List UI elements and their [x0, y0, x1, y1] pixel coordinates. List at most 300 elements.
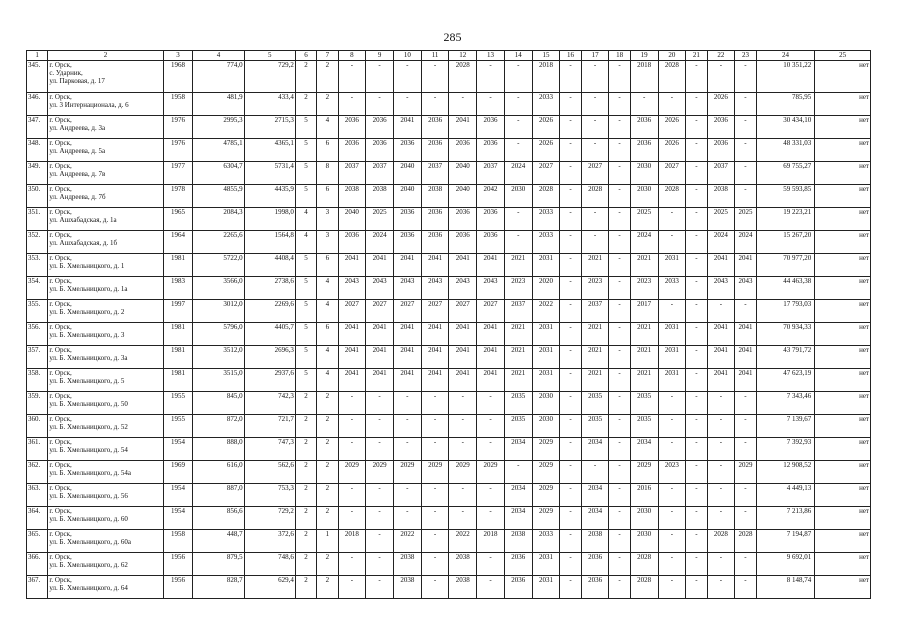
repair-year: -	[686, 323, 707, 346]
repair-year: 2041	[449, 116, 477, 139]
repair-year: -	[366, 61, 394, 93]
living-area: 433,4	[244, 93, 295, 116]
entrances: 2	[317, 438, 338, 461]
repair-year: 2041	[393, 369, 421, 392]
address	[48, 139, 163, 162]
repair-year: 2038	[581, 530, 609, 553]
repair-year: 2029	[338, 461, 366, 484]
repair-year: -	[477, 507, 505, 530]
entrances: 1	[317, 530, 338, 553]
repair-year: 2029	[477, 461, 505, 484]
floors: 2	[295, 438, 316, 461]
column-number: 5	[244, 51, 295, 61]
repair-year: -	[609, 208, 630, 231]
repair-year: 2018	[477, 530, 505, 553]
column-number: 13	[477, 51, 505, 61]
row-number: 358.	[27, 369, 48, 392]
row-number: 352.	[27, 231, 48, 254]
repair-year: 2041	[735, 323, 756, 346]
floors: 2	[295, 415, 316, 438]
total-area: 616,0	[193, 461, 244, 484]
address	[48, 277, 163, 300]
total-area: 6304,7	[193, 162, 244, 185]
address-line: г. Орск,	[49, 461, 72, 469]
repair-year: 2036	[421, 116, 449, 139]
repair-year: 2041	[707, 346, 735, 369]
repair-year: -	[504, 116, 532, 139]
repair-year: 2037	[707, 162, 735, 185]
repair-year: -	[504, 461, 532, 484]
build-year: 1964	[163, 231, 193, 254]
column-number: 14	[504, 51, 532, 61]
repair-year: -	[560, 392, 581, 415]
build-year: 1956	[163, 576, 193, 599]
repair-year: -	[609, 231, 630, 254]
repair-year: -	[735, 553, 756, 576]
table-row	[27, 346, 871, 369]
repair-year: 2024	[707, 231, 735, 254]
entrances: 4	[317, 369, 338, 392]
cost: 70 977,20	[756, 254, 815, 277]
flag: нет	[815, 323, 871, 346]
repair-year: 2029	[393, 461, 421, 484]
repair-year: 2036	[449, 208, 477, 231]
repair-year: 2025	[735, 208, 756, 231]
repair-year: -	[338, 93, 366, 116]
repair-year: 2041	[707, 369, 735, 392]
repair-year: -	[560, 162, 581, 185]
repair-year: -	[609, 530, 630, 553]
entrances: 4	[317, 116, 338, 139]
repair-year: 2041	[707, 254, 735, 277]
address-line: ул. Б. Хмельницкого, д. 52	[49, 423, 128, 431]
repair-year: -	[477, 576, 505, 599]
build-year: 1956	[163, 553, 193, 576]
repair-year: 2028	[532, 185, 560, 208]
repair-year: 2031	[532, 553, 560, 576]
build-year: 1955	[163, 392, 193, 415]
repair-year: -	[686, 300, 707, 323]
repair-year: -	[421, 553, 449, 576]
flag: нет	[815, 162, 871, 185]
repair-year: 2041	[338, 369, 366, 392]
repair-year: -	[686, 116, 707, 139]
repair-year: 2036	[477, 208, 505, 231]
cost: 47 623,19	[756, 369, 815, 392]
living-area: 747,3	[244, 438, 295, 461]
flag: нет	[815, 530, 871, 553]
column-number: 24	[756, 51, 815, 61]
entrances: 6	[317, 254, 338, 277]
address-line: ул. Ашхабадская, д. 1а	[49, 216, 117, 224]
repair-year: 2036	[504, 553, 532, 576]
row-number: 355.	[27, 300, 48, 323]
total-area: 828,7	[193, 576, 244, 599]
total-area: 774,0	[193, 61, 244, 93]
repair-year: 2041	[421, 254, 449, 277]
column-number: 2	[48, 51, 163, 61]
cost: 7 343,46	[756, 392, 815, 415]
repair-year: -	[735, 392, 756, 415]
repair-year: 2023	[658, 461, 686, 484]
repair-year: -	[560, 415, 581, 438]
repair-year: 2034	[504, 438, 532, 461]
repair-year: 2035	[581, 415, 609, 438]
address-line: ул. Парковая, д. 17	[49, 77, 105, 85]
total-area: 5722,0	[193, 254, 244, 277]
repair-year: -	[686, 507, 707, 530]
repair-year: -	[560, 530, 581, 553]
total-area: 2265,6	[193, 231, 244, 254]
repair-year: -	[686, 461, 707, 484]
repair-year: 2041	[735, 346, 756, 369]
total-area: 887,0	[193, 484, 244, 507]
table-row	[27, 208, 871, 231]
repair-year: -	[560, 553, 581, 576]
address	[48, 231, 163, 254]
repair-year: -	[609, 61, 630, 93]
repair-year: 2040	[449, 185, 477, 208]
entrances: 2	[317, 461, 338, 484]
entrances: 8	[317, 162, 338, 185]
address-line: ул. Б. Хмельницкого, д. 1	[49, 262, 125, 270]
repair-year: 2043	[477, 277, 505, 300]
repair-year: -	[421, 438, 449, 461]
table-row	[27, 61, 871, 93]
total-area: 4855,9	[193, 185, 244, 208]
repair-year: -	[338, 392, 366, 415]
floors: 2	[295, 392, 316, 415]
repair-year: -	[421, 576, 449, 599]
build-year: 1981	[163, 369, 193, 392]
repair-year: -	[735, 61, 756, 93]
repair-year: -	[338, 576, 366, 599]
repair-year: 2037	[421, 162, 449, 185]
total-area: 888,0	[193, 438, 244, 461]
repair-year: 2036	[581, 576, 609, 599]
repair-year: 2041	[393, 323, 421, 346]
living-area: 5731,4	[244, 162, 295, 185]
entrances: 4	[317, 300, 338, 323]
row-number: 361.	[27, 438, 48, 461]
repair-year: -	[504, 139, 532, 162]
column-number-row	[27, 51, 871, 61]
repair-year: -	[609, 277, 630, 300]
address-line: г. Орск,	[49, 369, 72, 377]
column-number: 7	[317, 51, 338, 61]
repair-year: 2030	[532, 392, 560, 415]
table-row	[27, 139, 871, 162]
repair-year: 2036	[393, 139, 421, 162]
repair-year: 2031	[658, 369, 686, 392]
repair-year: 2027	[581, 162, 609, 185]
repair-year: -	[560, 300, 581, 323]
flag: нет	[815, 139, 871, 162]
repair-year: -	[393, 484, 421, 507]
address	[48, 300, 163, 323]
repair-year: -	[449, 392, 477, 415]
repair-year: 2021	[581, 346, 609, 369]
column-number: 20	[658, 51, 686, 61]
entrances: 2	[317, 576, 338, 599]
repair-year: -	[338, 484, 366, 507]
repair-year: 2041	[449, 323, 477, 346]
column-number: 6	[295, 51, 316, 61]
living-area: 4405,7	[244, 323, 295, 346]
repair-year: -	[421, 415, 449, 438]
repair-year: -	[449, 438, 477, 461]
repair-year: 2022	[393, 530, 421, 553]
address-line: г. Орск,	[49, 185, 72, 193]
repair-year: 2027	[532, 162, 560, 185]
repair-year: -	[609, 461, 630, 484]
repair-year: 2030	[630, 530, 658, 553]
flag: нет	[815, 576, 871, 599]
entrances: 6	[317, 139, 338, 162]
total-area: 845,0	[193, 392, 244, 415]
floors: 2	[295, 93, 316, 116]
total-area: 879,5	[193, 553, 244, 576]
living-area: 729,2	[244, 61, 295, 93]
build-year: 1958	[163, 530, 193, 553]
repair-year: 2027	[477, 300, 505, 323]
repair-year: -	[477, 415, 505, 438]
repair-year: -	[477, 93, 505, 116]
address-line: г. Орск,	[49, 231, 72, 239]
repair-year: -	[560, 254, 581, 277]
cost: 4 449,13	[756, 484, 815, 507]
repair-year: 2029	[630, 461, 658, 484]
repair-year: -	[686, 185, 707, 208]
cost: 15 267,20	[756, 231, 815, 254]
repair-year: 2037	[504, 300, 532, 323]
repair-year: 2041	[707, 323, 735, 346]
flag: нет	[815, 93, 871, 116]
column-number: 3	[163, 51, 193, 61]
cost: 9 692,01	[756, 553, 815, 576]
entrances: 6	[317, 185, 338, 208]
column-number: 19	[630, 51, 658, 61]
cost: 8 148,74	[756, 576, 815, 599]
repair-year: 2038	[393, 576, 421, 599]
cost: 785,95	[756, 93, 815, 116]
cost: 7 392,93	[756, 438, 815, 461]
repair-year: -	[421, 484, 449, 507]
repair-year: -	[393, 93, 421, 116]
repair-year: -	[560, 369, 581, 392]
cost: 70 934,33	[756, 323, 815, 346]
repair-year: -	[609, 438, 630, 461]
table-row	[27, 530, 871, 553]
column-number: 23	[735, 51, 756, 61]
floors: 2	[295, 484, 316, 507]
build-year: 1997	[163, 300, 193, 323]
repair-year: 2031	[658, 323, 686, 346]
row-number: 362.	[27, 461, 48, 484]
build-year: 1981	[163, 254, 193, 277]
address-line: ул. Б. Хмельницкого, д. 3а	[49, 354, 128, 362]
column-number: 16	[560, 51, 581, 61]
column-number: 11	[421, 51, 449, 61]
repair-year: -	[609, 507, 630, 530]
repair-year: 2041	[366, 369, 394, 392]
table-row	[27, 116, 871, 139]
repair-year: 2038	[707, 185, 735, 208]
repair-year: -	[504, 231, 532, 254]
total-area: 3566,0	[193, 277, 244, 300]
repair-year: 2023	[504, 277, 532, 300]
repair-year: -	[477, 484, 505, 507]
repair-year: -	[366, 484, 394, 507]
repair-year: -	[504, 93, 532, 116]
repair-year: -	[686, 392, 707, 415]
repair-year: 2036	[421, 231, 449, 254]
repair-year: -	[560, 185, 581, 208]
repair-year: -	[658, 438, 686, 461]
repair-year: 2035	[504, 392, 532, 415]
address-line: ул. Б. Хмельницкого, д. 60а	[49, 538, 131, 546]
living-area: 729,2	[244, 507, 295, 530]
repair-year: 2029	[532, 461, 560, 484]
repair-year: 2024	[735, 231, 756, 254]
repair-year: -	[338, 438, 366, 461]
address	[48, 553, 163, 576]
repair-year: -	[658, 507, 686, 530]
repair-year: 2040	[449, 162, 477, 185]
entrances: 2	[317, 507, 338, 530]
repair-year: 2043	[366, 277, 394, 300]
address	[48, 415, 163, 438]
build-year: 1977	[163, 162, 193, 185]
repair-year: 2036	[449, 139, 477, 162]
address	[48, 93, 163, 116]
repair-year: 2029	[449, 461, 477, 484]
repair-year: 2036	[707, 139, 735, 162]
table-row	[27, 461, 871, 484]
repair-year: 2031	[532, 346, 560, 369]
build-year: 1969	[163, 461, 193, 484]
address-line: г. Орск,	[49, 530, 72, 538]
repair-year: 2028	[581, 185, 609, 208]
repair-year: -	[658, 93, 686, 116]
repair-year: 2036	[504, 576, 532, 599]
address-line: г. Орск,	[49, 438, 72, 446]
repair-year: -	[609, 139, 630, 162]
living-area: 4408,4	[244, 254, 295, 277]
repair-year: -	[560, 61, 581, 93]
repair-year: 2036	[421, 208, 449, 231]
repair-year: 2036	[477, 139, 505, 162]
repair-year: 2034	[504, 484, 532, 507]
repair-year: -	[560, 277, 581, 300]
build-year: 1976	[163, 139, 193, 162]
repair-year: 2040	[393, 162, 421, 185]
repair-year: -	[686, 553, 707, 576]
repair-year: 2038	[421, 185, 449, 208]
repair-year: 2034	[581, 507, 609, 530]
repair-year: -	[609, 415, 630, 438]
address-line: ул. Андреева, д. 5а	[49, 147, 106, 155]
living-area: 2738,6	[244, 277, 295, 300]
repair-year: 2022	[532, 300, 560, 323]
entrances: 2	[317, 553, 338, 576]
repair-year: 2028	[449, 61, 477, 93]
address-line: г. Орск,	[49, 576, 72, 584]
repair-year: 2041	[421, 323, 449, 346]
repair-year: 2036	[338, 139, 366, 162]
floors: 2	[295, 61, 316, 93]
address-line: г. Орск,	[49, 507, 72, 515]
repair-year: -	[609, 576, 630, 599]
repair-year: 2031	[532, 254, 560, 277]
repair-year: -	[609, 553, 630, 576]
address-line: г. Орск,	[49, 484, 72, 492]
repair-year: 2029	[532, 438, 560, 461]
column-number: 18	[609, 51, 630, 61]
repair-year: -	[609, 254, 630, 277]
flag: нет	[815, 461, 871, 484]
repair-year: 2026	[532, 139, 560, 162]
repair-year: 2041	[477, 254, 505, 277]
repair-year: 2038	[366, 185, 394, 208]
repair-year: -	[609, 185, 630, 208]
repair-year: 2021	[504, 346, 532, 369]
total-area: 481,9	[193, 93, 244, 116]
address-line: с. Ударник,	[49, 69, 83, 77]
repair-year: 2043	[735, 277, 756, 300]
repair-year: -	[707, 392, 735, 415]
row-number: 349.	[27, 162, 48, 185]
entrances: 3	[317, 208, 338, 231]
repair-year: -	[560, 576, 581, 599]
build-year: 1954	[163, 484, 193, 507]
repair-year: -	[366, 392, 394, 415]
floors: 2	[295, 553, 316, 576]
repair-year: 2041	[338, 323, 366, 346]
build-year: 1955	[163, 415, 193, 438]
repair-year: 2041	[449, 369, 477, 392]
address-line: ул. Андреева, д. 7б	[49, 193, 106, 201]
repair-year: -	[686, 277, 707, 300]
repair-year: 2041	[393, 346, 421, 369]
repair-year: -	[366, 93, 394, 116]
repair-year: -	[366, 415, 394, 438]
column-number: 4	[193, 51, 244, 61]
repair-year: -	[735, 162, 756, 185]
repair-year: 2021	[630, 346, 658, 369]
address-line: г. Орск,	[49, 162, 72, 170]
table-row	[27, 323, 871, 346]
repair-year: 2028	[658, 61, 686, 93]
address-line: ул. Б. Хмельницкого, д. 1а	[49, 285, 128, 293]
repair-year: 2037	[477, 162, 505, 185]
repair-year: 2029	[735, 461, 756, 484]
repair-year: 2030	[630, 185, 658, 208]
address	[48, 507, 163, 530]
repair-year: 2028	[630, 576, 658, 599]
repair-year: 2029	[421, 461, 449, 484]
repair-year: -	[560, 116, 581, 139]
repair-year: 2030	[630, 507, 658, 530]
repair-year: -	[338, 415, 366, 438]
repair-year: 2030	[532, 415, 560, 438]
table-row	[27, 93, 871, 116]
repair-year: -	[609, 93, 630, 116]
address-line: ул. Б. Хмельницкого, д. 60	[49, 515, 128, 523]
living-area: 629,4	[244, 576, 295, 599]
repair-year: 2031	[658, 346, 686, 369]
repair-year: 2021	[630, 254, 658, 277]
